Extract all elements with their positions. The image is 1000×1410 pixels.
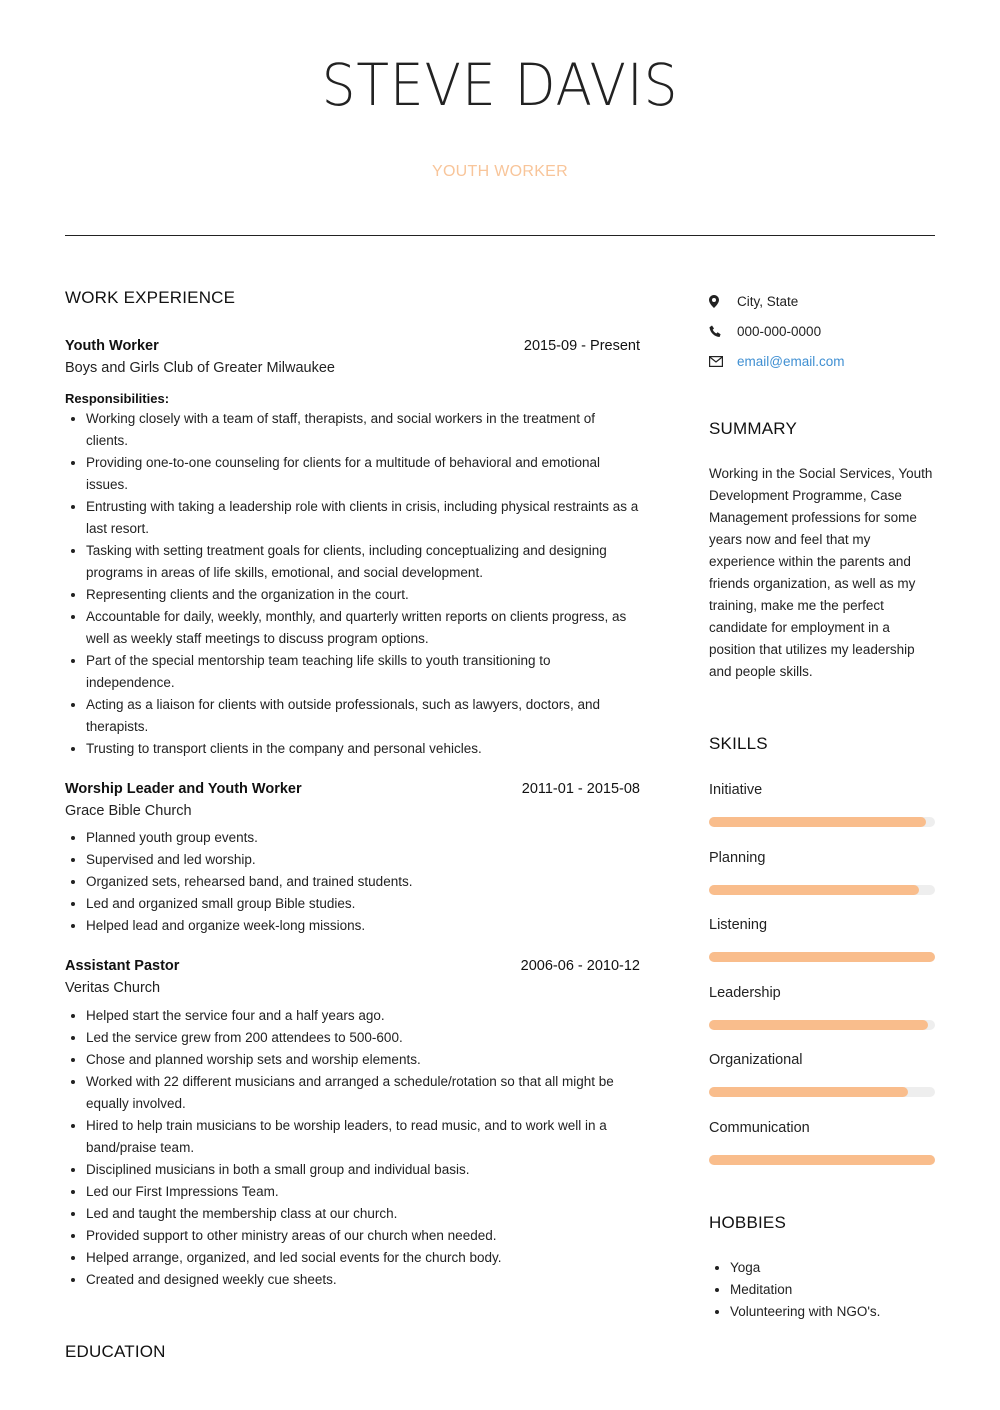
hobbies-heading: HOBBIES [709, 1213, 786, 1232]
skill-bar-fill [709, 1087, 908, 1097]
list-item: • Accountable for daily, weekly, monthly, and quarterly written reports on clients progress, as well as weekly staff meetings to discuss program options. [86, 606, 640, 650]
skill-label: Communication [709, 1119, 810, 1136]
contact-email[interactable] [709, 346, 935, 376]
job-header [65, 338, 640, 354]
job-company: Veritas Church [65, 980, 161, 996]
job-entry [65, 781, 640, 937]
sidebar-column [709, 286, 935, 1323]
main-column [65, 288, 640, 1362]
skill-item [709, 985, 935, 1053]
list-item: • Organized sets, rehearsed band, and trained students. [86, 871, 640, 893]
skill-bar-track [709, 817, 935, 827]
job-dates: 2006-06 - 2010-12 [520, 958, 640, 974]
skill-bar-track [709, 1087, 935, 1097]
list-item: • Representing clients and the organization in the court. [86, 584, 640, 606]
skill-label: Organizational [709, 1052, 803, 1068]
location-pin-icon [709, 295, 737, 308]
skill-label: Planning [709, 849, 766, 866]
envelope-icon [709, 356, 737, 367]
job-title: YOUTH WORKER [431, 163, 569, 180]
job-role: Youth Worker [65, 338, 159, 354]
skill-label: Leadership [709, 984, 781, 1001]
job-dates: 2011-01 - 2015-08 [521, 781, 640, 797]
contact-location [709, 286, 935, 316]
skill-bar-fill [709, 1020, 928, 1030]
job-bullets [65, 408, 640, 760]
list-item: • Created and designed weekly cue sheets. [86, 1269, 640, 1291]
skill-bar-fill [709, 817, 926, 827]
list-item: • Planned youth group events. [86, 827, 640, 849]
list-item: • Hired to help train musicians to be worship leaders, to read music, and to work well in a band/praise team. [86, 1115, 640, 1159]
list-item: • Providing one-to-one counseling for clients for a multitude of behavioral and emotional issues. [86, 452, 640, 496]
list-item: • Provided support to other ministry areas of our church when needed. [86, 1225, 640, 1247]
list-item: • Helped lead and organize week-long missions. [86, 915, 640, 937]
job-company: Boys and Girls Club of Greater Milwaukee [65, 360, 335, 376]
skill-label: Listening [709, 917, 768, 933]
skills-heading: SKILLS [709, 734, 768, 753]
job-dates: 2015-09 - Present [523, 338, 640, 354]
work-experience-heading: WORK EXPERIENCE [65, 288, 236, 307]
job-bullets [65, 827, 640, 937]
skill-bar-fill [709, 1155, 935, 1165]
skill-bar-track [709, 1155, 935, 1165]
list-item: • Supervised and led worship. [86, 849, 640, 871]
skill-bar-fill [709, 952, 935, 962]
list-item: • Worked with 22 different musicians and arranged a schedule/rotation so that all might be equally involved. [86, 1071, 640, 1115]
education-heading: EDUCATION [65, 1342, 166, 1361]
list-item: • Disciplined musicians in both a small group and individual basis. [86, 1159, 640, 1181]
list-item: • Led and organized small group Bible studies. [86, 893, 640, 915]
list-item: • Helped arrange, organized, and led social events for the church body. [86, 1247, 640, 1269]
list-item: • Meditation [730, 1279, 935, 1301]
list-item: • Acting as a liaison for clients with outside professionals, such as lawyers, doctors, and therapists. [86, 694, 640, 738]
list-item: • Helped start the service four and a half years ago. [86, 1005, 640, 1027]
skill-bar-track [709, 952, 935, 962]
phone-text: 000-000-0000 [737, 323, 822, 339]
list-item: • Tasking with setting treatment goals for clients, including conceptualizing and designing programs in areas of life skills, emotional, and social development. [86, 540, 640, 584]
skill-item [709, 850, 935, 918]
skill-bar-track [709, 1020, 935, 1030]
list-item: • Led our First Impressions Team. [86, 1181, 640, 1203]
job-entry [65, 958, 640, 1291]
phone-icon [709, 325, 737, 338]
skill-bar-track [709, 885, 935, 895]
list-item: • Led the service grew from 200 attendees to 500-600. [86, 1027, 640, 1049]
job-header [65, 958, 640, 974]
job-role: Worship Leader and Youth Worker [65, 781, 302, 797]
skill-item [709, 1052, 935, 1120]
skill-label: Initiative [709, 782, 763, 798]
skills-list [709, 782, 935, 1187]
skill-item [709, 917, 935, 985]
skill-item [709, 782, 935, 850]
list-item: • Trusting to transport clients in the company and personal vehicles. [86, 738, 640, 760]
list-item: • Entrusting with taking a leadership role with clients in crisis, including physical restraints as a last resort. [86, 496, 640, 540]
location-text: City, State [737, 293, 799, 309]
list-item: • Chose and planned worship sets and worship elements. [86, 1049, 640, 1071]
job-header [65, 781, 640, 797]
list-item: • Volunteering with NGO's. [730, 1301, 935, 1323]
list-item: • Led and taught the membership class at our church. [86, 1203, 640, 1225]
skill-bar-fill [709, 885, 919, 895]
job-entry [65, 338, 640, 760]
list-item: • Working closely with a team of staff, therapists, and social workers in the treatment of clients. [86, 408, 640, 452]
list-item: • Part of the special mentorship team teaching life skills to youth transitioning to independence. [86, 650, 640, 694]
header-divider [65, 235, 935, 236]
job-bullets [65, 1005, 640, 1291]
skill-item [709, 1120, 935, 1188]
responsibilities-label: Responsibilities: [65, 391, 170, 406]
job-role: Assistant Pastor [65, 958, 180, 974]
summary-text: Working in the Social Services, Youth Development Programme, Case Management professions for some years now and feel that my experience within the parents and friends organization, as well as my training, make me the perfect candidate for employment in a position that utilizes my leadership and people skills. [709, 466, 933, 679]
contact-phone [709, 316, 935, 346]
job-company: Grace Bible Church [65, 803, 192, 819]
list-item: • Yoga [730, 1257, 935, 1279]
summary-heading: SUMMARY [709, 419, 797, 438]
hobbies-list [709, 1257, 935, 1323]
email-link[interactable]: email@email.com [737, 353, 845, 369]
candidate-name: STEVE DAVIS [321, 51, 679, 119]
